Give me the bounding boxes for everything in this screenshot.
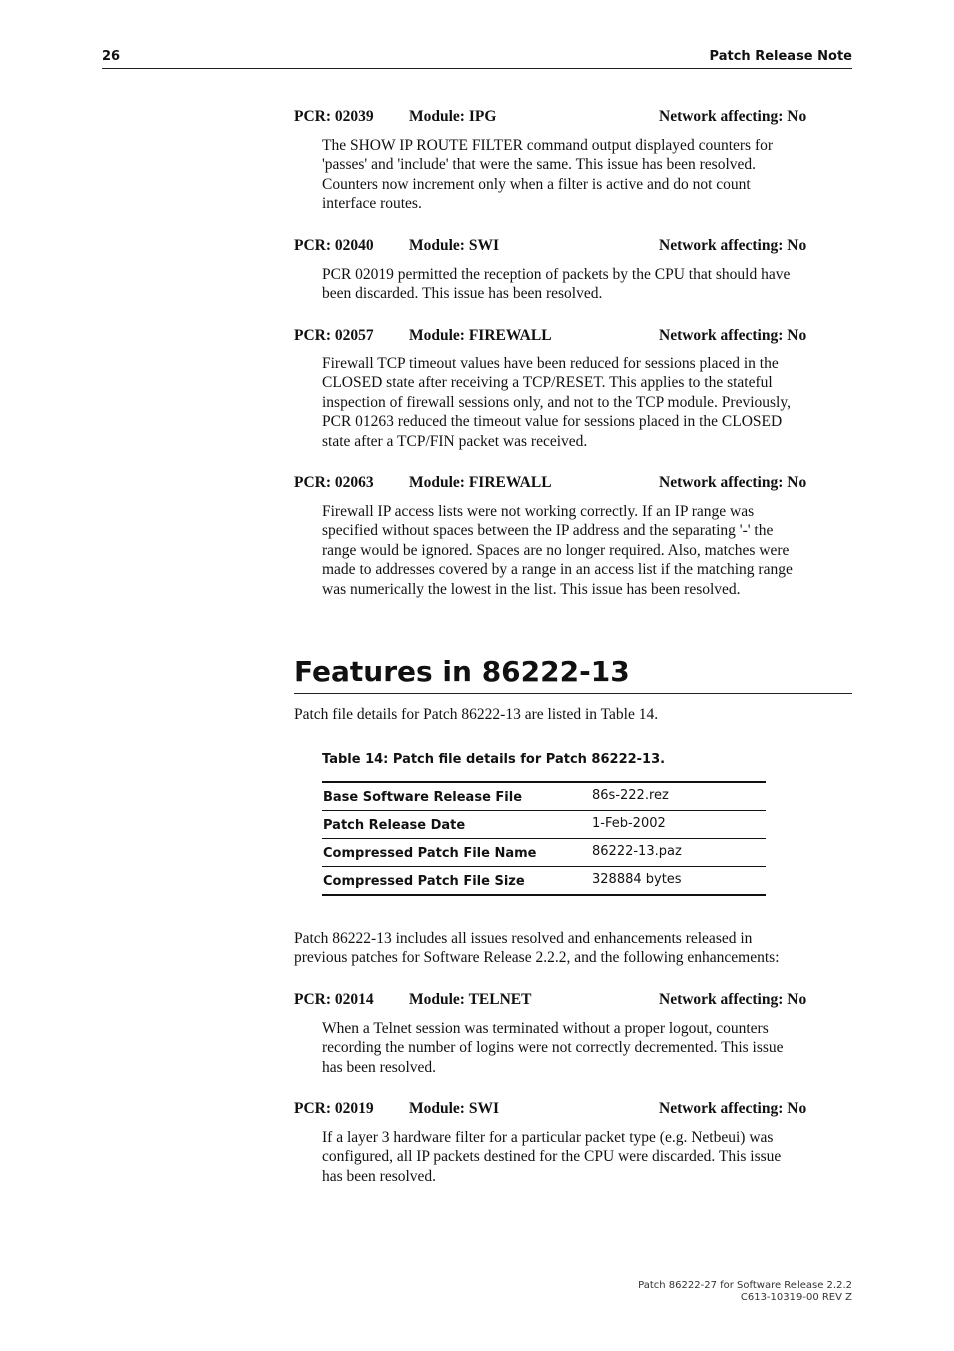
- pcr-description: [322, 265, 854, 304]
- text-line: has been resolved.: [322, 1167, 437, 1185]
- pcr-module: Module: FIREWALL: [409, 474, 552, 491]
- pcr-network-affecting: Network affecting: No: [659, 327, 807, 344]
- text-line: has been resolved.: [322, 1058, 437, 1076]
- text-line: PCR 02019 permitted the reception of packets by the CPU that should have: [322, 266, 791, 283]
- pcr-number: PCR: 02014: [294, 991, 374, 1008]
- pcr-network-affecting: Network affecting: No: [659, 237, 807, 254]
- pcr-module: Module: IPG: [409, 108, 497, 125]
- pcr-module: Module: SWI: [409, 1100, 499, 1117]
- text-line: range would be ignored. Spaces are no longer required. Also, matches were: [322, 541, 790, 559]
- document-title: Patch Release Note: [709, 49, 852, 64]
- footer-patch-line: Patch 86222-27 for Software Release 2.2.2: [638, 1280, 852, 1291]
- table-key: Base Software Release File: [323, 790, 523, 805]
- text-line: configured, all IP packets destined for the CPU were discarded. This issue: [322, 1148, 782, 1166]
- table-value: 86222-13.paz: [592, 844, 682, 859]
- pcr-number: PCR: 02040: [294, 237, 374, 254]
- table-key: Compressed Patch File Name: [323, 846, 537, 861]
- pcr-network-affecting: Network affecting: No: [659, 991, 807, 1008]
- page-header: [102, 48, 852, 69]
- pcr-description: [322, 354, 854, 451]
- page-footer: [638, 1280, 852, 1304]
- pcr-network-affecting: Network affecting: No: [659, 1100, 807, 1117]
- table-value: 328884 bytes: [592, 872, 682, 887]
- section-summary: [294, 929, 854, 968]
- table-row: [322, 811, 766, 839]
- text-line: CLOSED state after receiving a TCP/RESET. This applies to the stateful: [322, 374, 773, 392]
- text-line: Patch 86222-13 includes all issues resolved and enhancements released in: [294, 930, 753, 947]
- text-line: The SHOW IP ROUTE FILTER command output displayed counters for: [322, 137, 774, 154]
- text-line: interface routes.: [322, 195, 422, 213]
- pcr-description: [322, 1128, 854, 1186]
- pcr-network-affecting: Network affecting: No: [659, 474, 807, 491]
- text-line: 'passes' and 'include' that were the same. This issue has been resolved.: [322, 156, 756, 174]
- patch-details-table: [322, 781, 766, 896]
- text-line: If a layer 3 hardware filter for a particular packet type (e.g. Netbeui) was: [322, 1129, 774, 1146]
- text-line: When a Telnet session was terminated without a proper logout, counters: [322, 1020, 769, 1037]
- pcr-description: [322, 502, 854, 599]
- section-heading: [294, 653, 852, 694]
- section-intro: Patch file details for Patch 86222-13 are listed in Table 14.: [294, 706, 659, 723]
- pcr-network-affecting: Network affecting: No: [659, 108, 807, 125]
- pcr-number: PCR: 02063: [294, 474, 374, 491]
- pcr-module: Module: FIREWALL: [409, 327, 552, 344]
- text-line: was numerically the lowest in the list. This issue has been resolved.: [322, 580, 741, 598]
- table-row: [322, 839, 766, 867]
- text-line: Firewall TCP timeout values have been reduced for sessions placed in the: [322, 355, 779, 372]
- pcr-number: PCR: 02039: [294, 108, 374, 125]
- text-line: made to addresses covered by a range in an access list if the matching range: [322, 561, 793, 579]
- table-key: Compressed Patch File Size: [323, 874, 525, 889]
- table-value: 86s-222.rez: [592, 788, 669, 803]
- text-line: previous patches for Software Release 2.2.2, and the following enhancements:: [294, 949, 780, 967]
- pcr-description: [322, 136, 854, 214]
- text-line: inspection of firewall sessions only, and not to the TCP module. Previously,: [322, 393, 791, 411]
- text-line: specified without spaces between the IP address and the separating '-' the: [322, 522, 774, 540]
- text-line: state after a TCP/FIN packet was received.: [322, 432, 588, 450]
- pcr-number: PCR: 02057: [294, 327, 374, 344]
- text-line: PCR 01263 reduced the timeout value for sessions placed in the CLOSED: [322, 413, 783, 431]
- table-key: Patch Release Date: [323, 818, 466, 833]
- text-line: recording the number of logins were not correctly decremented. This issue: [322, 1039, 784, 1057]
- text-line: Counters now increment only when a filter is active and do not count: [322, 175, 751, 193]
- table-value: 1-Feb-2002: [592, 816, 666, 831]
- text-line: Firewall IP access lists were not working correctly. If an IP range was: [322, 503, 755, 520]
- table-row: [322, 867, 766, 896]
- footer-doc-code: C613-10319-00 REV Z: [740, 1292, 852, 1303]
- table-row: [322, 783, 766, 811]
- section-title: Features in 86222-13: [294, 655, 630, 688]
- pcr-module: Module: SWI: [409, 237, 499, 254]
- pcr-module: Module: TELNET: [409, 991, 532, 1008]
- text-line: been discarded. This issue has been resolved.: [322, 285, 603, 303]
- pcr-description: [322, 1019, 854, 1077]
- page-number: 26: [102, 49, 121, 64]
- pcr-number: PCR: 02019: [294, 1100, 374, 1117]
- table-caption: Table 14: Patch file details for Patch 86222-13.: [322, 752, 666, 767]
